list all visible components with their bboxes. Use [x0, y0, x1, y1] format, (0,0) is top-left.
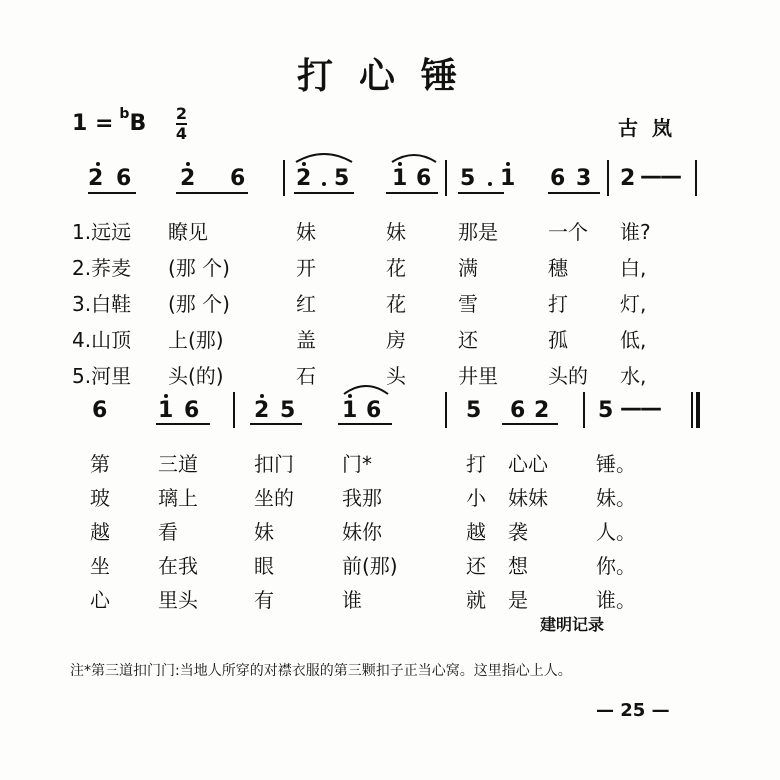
lyric-syllable: 坐的 [254, 486, 294, 510]
lyric-syllable: 前(那) [342, 554, 398, 578]
lyric-syllable: 孤 [548, 328, 568, 352]
lyric-syllable: 第 [90, 452, 110, 476]
lyric-syllable: 妹 [254, 520, 274, 544]
lyric-syllable: 谁 [342, 588, 362, 612]
lyric-syllable: 花 [386, 292, 406, 316]
lyric-syllable: 你。 [596, 554, 636, 578]
lyric-syllable: 灯, [620, 292, 647, 316]
lyric-syllable: 低, [620, 328, 647, 352]
lyric-syllable: 袭 [508, 520, 528, 544]
lyric-syllable: 扣门 [254, 452, 294, 476]
note: 5 [466, 398, 482, 423]
note: 6 [230, 166, 246, 191]
lyric-syllable: 红 [296, 292, 316, 316]
extension-dash: —— [620, 396, 660, 421]
note: 6 [510, 398, 526, 423]
lyric-syllable: 越 [90, 520, 110, 544]
time-bottom: 4 [175, 124, 188, 143]
lyric-syllable: 白, [620, 256, 647, 280]
note: 3 [576, 166, 592, 191]
lyric-syllable: 打 [548, 292, 568, 316]
lyric-syllable: 还 [466, 554, 486, 578]
lyric-syllable: 有 [254, 588, 274, 612]
lyric-syllable: 打 [466, 452, 486, 476]
lyric-syllable: 妹 [386, 220, 406, 244]
note: 2 [620, 166, 636, 191]
lyric-syllable: 穗 [548, 256, 568, 280]
lyric-syllable: 眼 [254, 554, 274, 578]
lyric-syllable: 雪 [458, 292, 478, 316]
lyric-syllable: 人。 [596, 520, 636, 544]
note: 5 [334, 166, 350, 191]
lyric-syllable: 头(的) [168, 364, 224, 388]
note: 5 [280, 398, 296, 423]
key-note: B [129, 111, 147, 136]
lyric-syllable: 锤。 [596, 452, 636, 476]
lyric-syllable: 在我 [158, 554, 198, 578]
lyric-syllable: 门* [342, 452, 372, 476]
note: 6 [416, 166, 432, 191]
lyric-syllable: 还 [458, 328, 478, 352]
note: 2 [88, 166, 104, 191]
note: 6 [184, 398, 200, 423]
lyric-syllable: (那 个) [168, 292, 230, 316]
lyric-syllable: 那是 [458, 220, 498, 244]
lyric-syllable: 璃上 [158, 486, 198, 510]
lyric-syllable: 妹你 [342, 520, 382, 544]
footnote: 注*第三道扣门门:当地人所穿的对襟衣服的第三颗扣子正当心窝。这里指心上人。 [70, 663, 572, 679]
note: 2 [180, 166, 196, 191]
lyric-syllable: 就 [466, 588, 486, 612]
lyric-syllable: 是 [508, 588, 528, 612]
lyric-syllable: 一个 [548, 220, 588, 244]
lyric-syllable: 越 [466, 520, 486, 544]
extension-dash: —— [640, 164, 680, 189]
recorder-credit: 建明记录 [540, 615, 605, 634]
song-title: 打心锤 [296, 56, 483, 97]
lyric-syllable: 妹。 [596, 486, 636, 510]
note: 5 [598, 398, 614, 423]
note: 1 [158, 398, 174, 423]
lyric-syllable: 满 [458, 256, 478, 280]
note: 2 [296, 166, 312, 191]
lyric-syllable: 上(那) [168, 328, 224, 352]
flat-sign: b [119, 106, 130, 122]
lyric-syllable: 井里 [458, 364, 498, 388]
lyric-syllable: 石 [296, 364, 316, 388]
lyric-syllable: (那 个) [168, 256, 230, 280]
note: 6 [550, 166, 566, 191]
lyric-syllable: 心心 [508, 452, 548, 476]
lyric-syllable: 看 [158, 520, 178, 544]
time-top: 2 [175, 104, 188, 123]
lyric-syllable: 开 [296, 256, 316, 280]
lyric-syllable: 水, [620, 364, 647, 388]
lyric-syllable: 里头 [158, 588, 198, 612]
lyric-syllable: 三道 [158, 452, 198, 476]
note: 6 [116, 166, 132, 191]
note: 6 [92, 398, 108, 423]
note: 1 [342, 398, 358, 423]
lyric-syllable: 头 [386, 364, 406, 388]
lyric-syllable: 瞭见 [168, 220, 208, 244]
key-tonic: 1 = [72, 111, 114, 136]
lyric-syllable: 盖 [296, 328, 316, 352]
note: 1 [500, 166, 516, 191]
lyric-syllable: 玻 [90, 486, 110, 510]
lyric-syllable: 房 [386, 328, 406, 352]
lyric-syllable: 4.山顶 [72, 328, 132, 352]
lyric-syllable: 花 [386, 256, 406, 280]
lyric-syllable: 小 [466, 486, 486, 510]
lyric-syllable: 我那 [342, 486, 382, 510]
lyric-syllable: 心 [90, 588, 110, 612]
lyric-syllable: 坐 [90, 554, 110, 578]
author: 古岚 [618, 116, 686, 140]
lyric-syllable: 3.白鞋 [72, 292, 132, 316]
lyric-syllable: 1.远远 [72, 220, 132, 244]
lyric-syllable: 妹 [296, 220, 316, 244]
lyric-syllable: 头的 [548, 364, 588, 388]
page-number: — 25 — [596, 700, 670, 721]
note: 2 [534, 398, 550, 423]
note: 2 [254, 398, 270, 423]
lyric-syllable: 2.荞麦 [72, 256, 132, 280]
note: 1 [392, 166, 408, 191]
lyric-syllable: 谁? [620, 220, 651, 244]
lyric-syllable: 想 [508, 554, 528, 578]
lyric-syllable: 妹妹 [508, 486, 548, 510]
note: 5 [460, 166, 476, 191]
lyric-syllable: 谁。 [596, 588, 636, 612]
note: 6 [366, 398, 382, 423]
lyric-syllable: 5.河里 [72, 364, 132, 388]
